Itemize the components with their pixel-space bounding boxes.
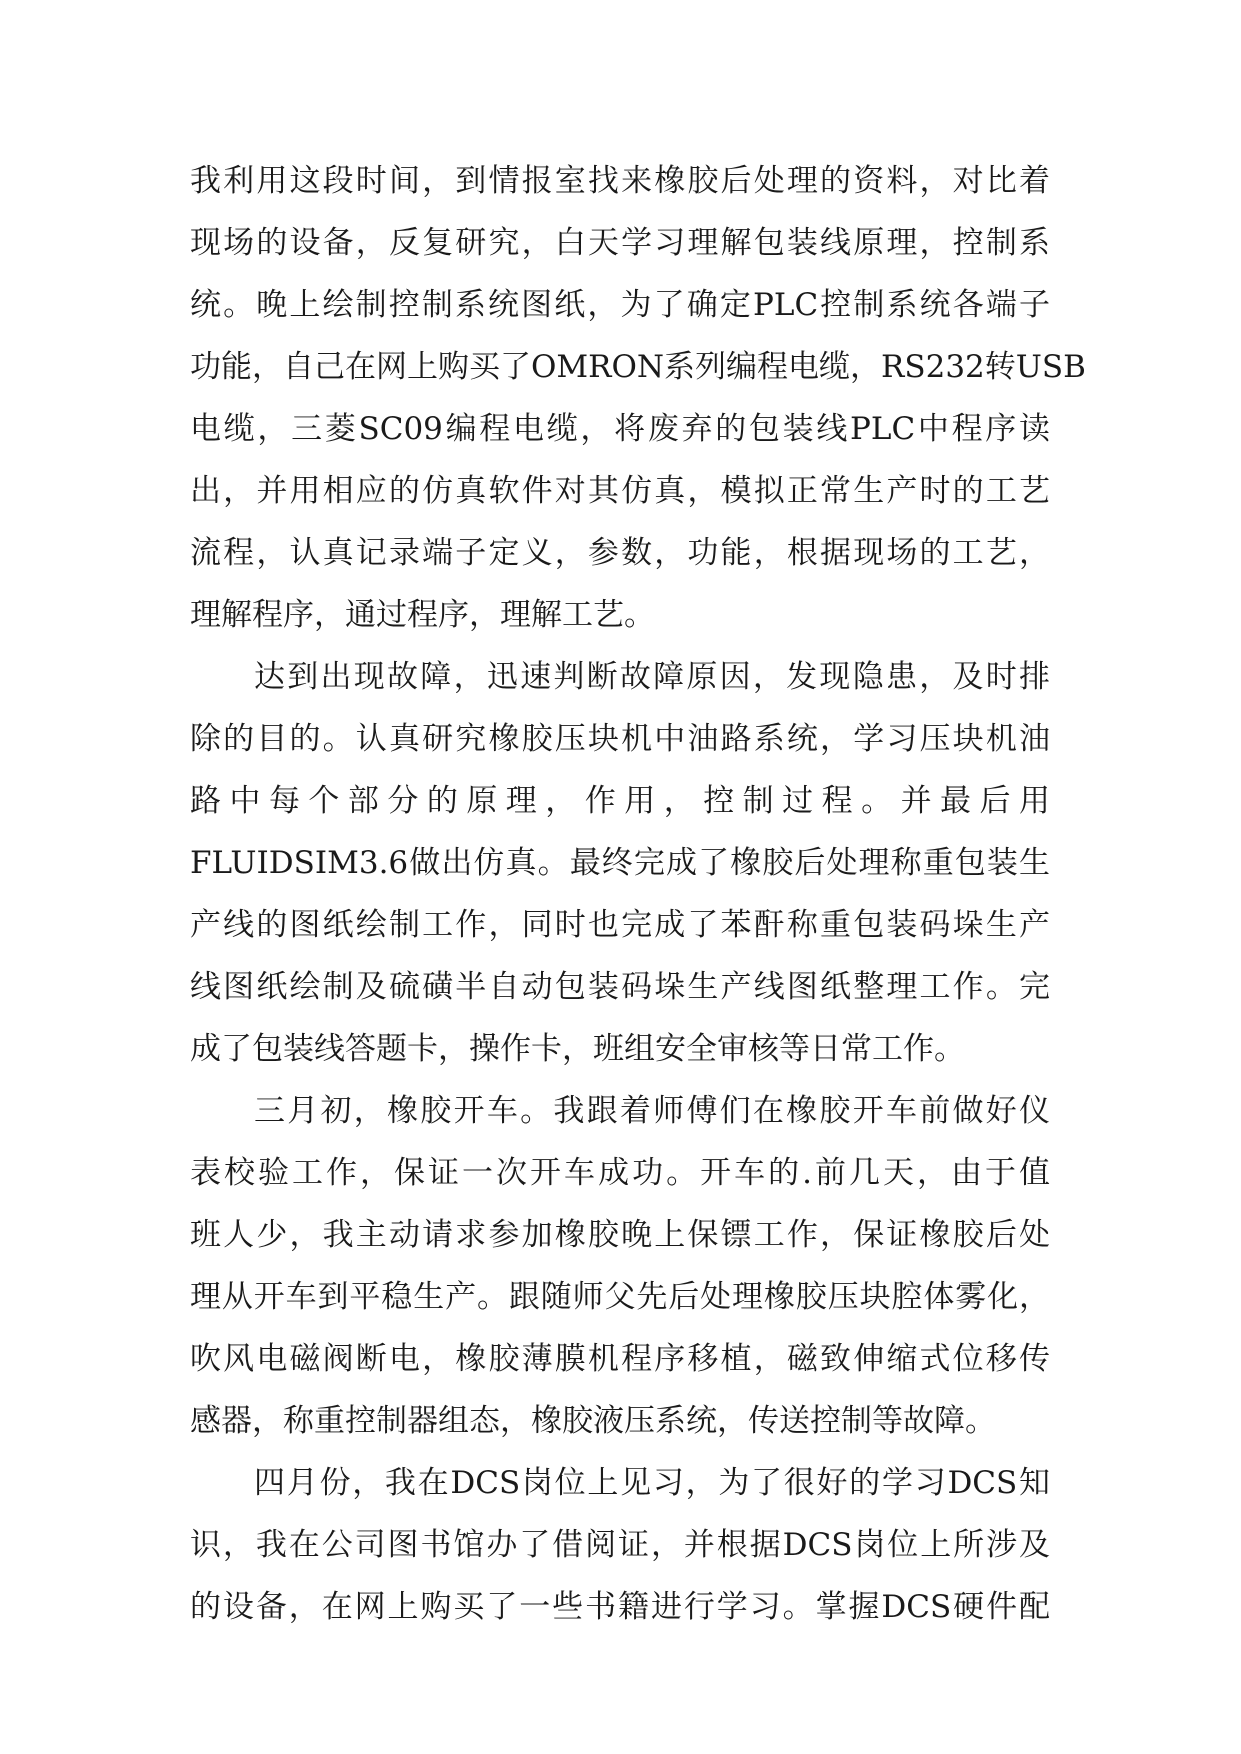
paragraph-first-line: 达到出现故障，迅速判断故障原因，发现隐患，及时排	[254, 659, 1050, 695]
text-line: 线图纸绘制及硫磺半自动包装码垛生产线图纸整理工作。完	[190, 969, 1050, 1005]
text-line: 现场的设备，反复研究，白天学习理解包装线原理，控制系	[190, 225, 1050, 261]
body-text	[190, 150, 1086, 1638]
text-line: FLUIDSIM3.6做出仿真。最终完成了橡胶后处理称重包装生	[190, 845, 1050, 881]
text-line: 成了包装线答题卡，操作卡，班组安全审核等日常工作。	[190, 1031, 965, 1067]
paragraph-first-line: 三月初，橡胶开车。我跟着师傅们在橡胶开车前做好仪	[254, 1093, 1050, 1129]
text-line: 功能，自己在网上购买了OMRON系列编程电缆，RS232转USB	[190, 349, 1086, 385]
text-line: 理从开车到平稳生产。跟随师父先后处理橡胶压块腔体雾化，	[190, 1279, 1050, 1315]
text-line: 吹风电磁阀断电，橡胶薄膜机程序移植，磁致伸缩式位移传	[190, 1341, 1050, 1377]
text-line: 的设备，在网上购买了一些书籍进行学习。掌握DCS硬件配	[190, 1589, 1050, 1625]
text-line: 表校验工作，保证一次开车成功。开车的.前几天，由于值	[190, 1155, 1050, 1191]
text-line: 班人少，我主动请求参加橡胶晚上保镖工作，保证橡胶后处	[190, 1217, 1050, 1253]
text-line: 我利用这段时间，到情报室找来橡胶后处理的资料，对比着	[190, 163, 1050, 199]
text-line: 感器，称重控制器组态，橡胶液压系统，传送控制等故障。	[190, 1403, 996, 1439]
text-line: 流程，认真记录端子定义，参数，功能，根据现场的工艺，	[190, 535, 1050, 571]
text-line: 识，我在公司图书馆办了借阅证，并根据DCS岗位上所涉及	[190, 1527, 1050, 1563]
text-line: 出，并用相应的仿真软件对其仿真，模拟正常生产时的工艺	[190, 473, 1050, 509]
text-line: 理解程序，通过程序，理解工艺。	[190, 597, 655, 633]
paragraph-first-line: 四月份，我在DCS岗位上见习，为了很好的学习DCS知	[254, 1465, 1050, 1501]
text-line: 产线的图纸绘制工作，同时也完成了苯酐称重包装码垛生产	[190, 907, 1050, 943]
text-line: 统。晚上绘制控制系统图纸，为了确定PLC控制系统各端子	[190, 287, 1050, 323]
text-line: 除的目的。认真研究橡胶压块机中油路系统，学习压块机油	[190, 721, 1050, 757]
text-line: 路中每个部分的原理，作用，控制过程。并最后用	[190, 783, 1050, 819]
text-line: 电缆，三菱SC09编程电缆，将废弃的包装线PLC中程序读	[190, 411, 1050, 447]
